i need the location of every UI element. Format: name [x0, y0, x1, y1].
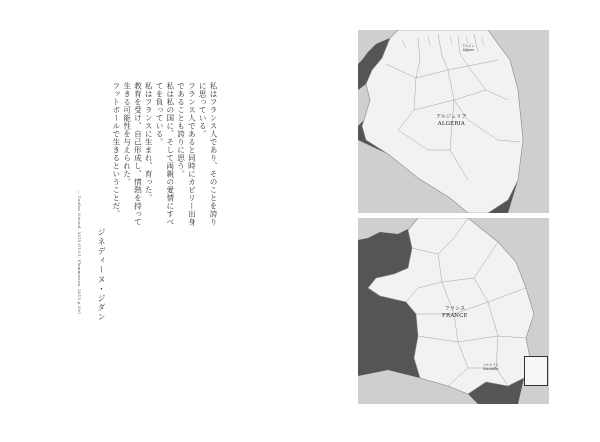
- france-label-ja: フランス: [444, 306, 466, 312]
- algeria-label: [436, 114, 467, 127]
- quote-line: 私はフランス人であり、そのことを誇りに思っている。: [198, 82, 218, 226]
- quote-line: フットボールで生きるということだ。: [111, 82, 121, 218]
- quote-text: [111, 82, 218, 232]
- quote-line: 私はフランスに生まれ、育った。: [144, 82, 154, 202]
- france-map: [358, 218, 549, 404]
- corsica-inset: [524, 356, 548, 386]
- marseille-label: [483, 364, 499, 372]
- quote-signature: ジネディーヌ・ジダン: [97, 228, 106, 322]
- algeria-label-en: ALGERIA: [437, 120, 465, 127]
- algiers-label-en: Algiers: [462, 47, 474, 52]
- quote-source: — Tuuliss Niruud, 2015-01-01, Flammarion, 2015 p.200: [77, 190, 82, 315]
- france-label: [442, 306, 468, 319]
- quote-line: 私は私の国に、そして両親の愛情にすべてを負っている。: [155, 82, 175, 226]
- algiers-label: [462, 45, 474, 53]
- quote-line: フランス人であると同時にカビリー出身であることも誇りに思う。: [176, 82, 197, 226]
- algeria-map: [358, 30, 549, 213]
- marseille-label-en: Marseille: [483, 366, 499, 371]
- algiers-label-ja: アルジェ: [462, 44, 475, 48]
- france-label-en: FRANCE: [442, 312, 468, 319]
- marseille-label-ja: マルセイユ: [483, 363, 499, 367]
- algeria-label-ja: アルジェリア: [436, 114, 467, 120]
- quote-line: 教育を受け、自己形成し、情熱を持って生きる可能性を与えられた。: [122, 82, 143, 226]
